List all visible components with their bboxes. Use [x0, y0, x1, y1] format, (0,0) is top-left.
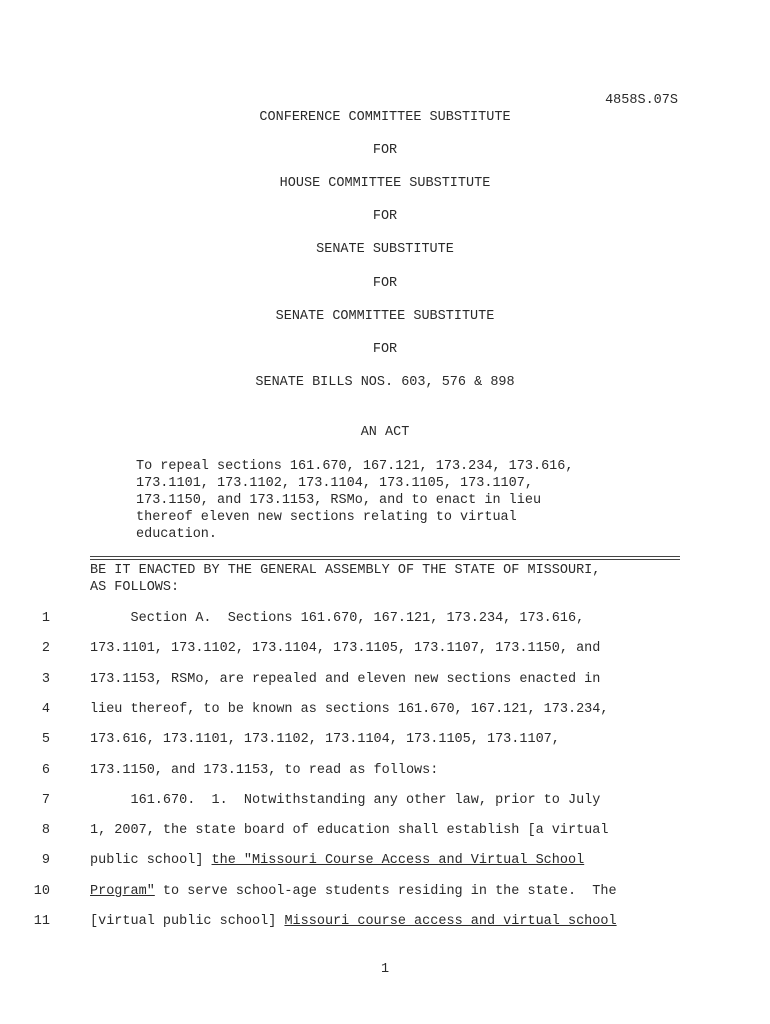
- act-summary: [136, 458, 676, 543]
- line-segment: to serve school-age students residing in the state. The: [154, 883, 617, 899]
- body-line: [0, 732, 770, 762]
- line-text: [90, 793, 600, 808]
- title-line: SENATE SUBSTITUTE: [316, 242, 454, 257]
- title-line: HOUSE COMMITTEE SUBSTITUTE: [279, 176, 491, 191]
- line-number: 1: [41, 611, 50, 626]
- line-text: [90, 641, 600, 656]
- bill-id: 4858S.07S: [605, 93, 678, 108]
- line-segment: Section A. Sections 161.670, 167.121, 173.234, 173.616,: [90, 611, 585, 626]
- inserted-text: Missouri course access and virtual school: [284, 914, 617, 929]
- summary-line: thereof eleven new sections relating to virtual: [136, 510, 517, 525]
- title-line: SENATE BILLS NOS. 603, 576 & 898: [255, 375, 515, 390]
- title-line: CONFERENCE COMMITTEE SUBSTITUTE: [259, 110, 511, 125]
- line-segment: 1, 2007, the state board of education shall establish [a virtual: [90, 823, 609, 839]
- enacting-clause: [90, 562, 680, 596]
- line-text: [90, 823, 608, 838]
- line-text: [90, 914, 617, 929]
- line-number: 11: [33, 914, 50, 929]
- line-text: [90, 672, 600, 687]
- line-segment: 161.670. 1. Notwithstanding any other law, prior to July: [90, 792, 601, 808]
- line-number: 2: [41, 641, 50, 657]
- divider-rule: [90, 559, 680, 560]
- inserted-text: Program": [90, 883, 155, 899]
- divider-rule: [90, 556, 680, 557]
- line-number: 3: [41, 671, 50, 687]
- line-number: 5: [41, 732, 50, 748]
- body-line: [0, 763, 770, 793]
- body-line: [0, 611, 770, 641]
- line-text: [90, 884, 617, 899]
- line-text: [90, 763, 438, 778]
- line-segment: 173.1150, and 173.1153, to read as follows:: [90, 762, 439, 778]
- line-number: 9: [41, 853, 50, 869]
- body-line: [0, 853, 770, 883]
- summary-line: education.: [136, 527, 218, 542]
- line-number: 4: [41, 701, 50, 717]
- line-segment: 173.616, 173.1101, 173.1102, 173.1104, 173.1105, 173.1107,: [90, 732, 560, 748]
- line-text: [90, 732, 560, 747]
- body-line: [0, 641, 770, 671]
- line-number: 7: [41, 792, 50, 808]
- title-line: FOR: [372, 342, 398, 357]
- body-line: [0, 884, 770, 914]
- summary-line: 173.1150, and 173.1153, RSMo, and to enact in lieu: [136, 493, 542, 508]
- title-line: SENATE COMMITTEE SUBSTITUTE: [275, 309, 495, 324]
- enacting-line: AS FOLLOWS:: [90, 580, 180, 595]
- line-segment: 173.1153, RSMo, are repealed and eleven new sections enacted in: [90, 671, 601, 687]
- inserted-text: the "Missouri Course Access and Virtual School: [211, 853, 585, 869]
- title-line: FOR: [372, 276, 398, 291]
- line-text: [90, 611, 584, 626]
- line-segment: lieu thereof, to be known as sections 161.670, 167.121, 173.234,: [90, 701, 609, 717]
- body-line: [0, 823, 770, 853]
- summary-line: 173.1101, 173.1102, 173.1104, 173.1105, 173.1107,: [136, 476, 533, 491]
- line-segment: 173.1101, 173.1102, 173.1104, 173.1105, 173.1107, 173.1150, and: [90, 641, 601, 657]
- body-line: [0, 672, 770, 702]
- body-line: [0, 914, 770, 944]
- line-segment: public school]: [90, 853, 212, 869]
- line-segment: [virtual public school]: [90, 914, 285, 929]
- body-line: [0, 793, 770, 823]
- line-text: [90, 702, 608, 717]
- line-number: 10: [33, 883, 50, 899]
- body-line: [0, 702, 770, 732]
- page-number: 1: [380, 962, 390, 977]
- summary-line: To repeal sections 161.670, 167.121, 173.234, 173.616,: [136, 459, 574, 474]
- enacting-line: BE IT ENACTED BY THE GENERAL ASSEMBLY OF THE STATE OF MISSOURI,: [90, 563, 601, 578]
- line-number: 6: [41, 762, 50, 778]
- title-line: FOR: [372, 143, 398, 158]
- line-text: [90, 853, 584, 868]
- line-number: 8: [41, 823, 50, 839]
- act-label: AN ACT: [360, 425, 410, 440]
- title-line: FOR: [372, 209, 398, 224]
